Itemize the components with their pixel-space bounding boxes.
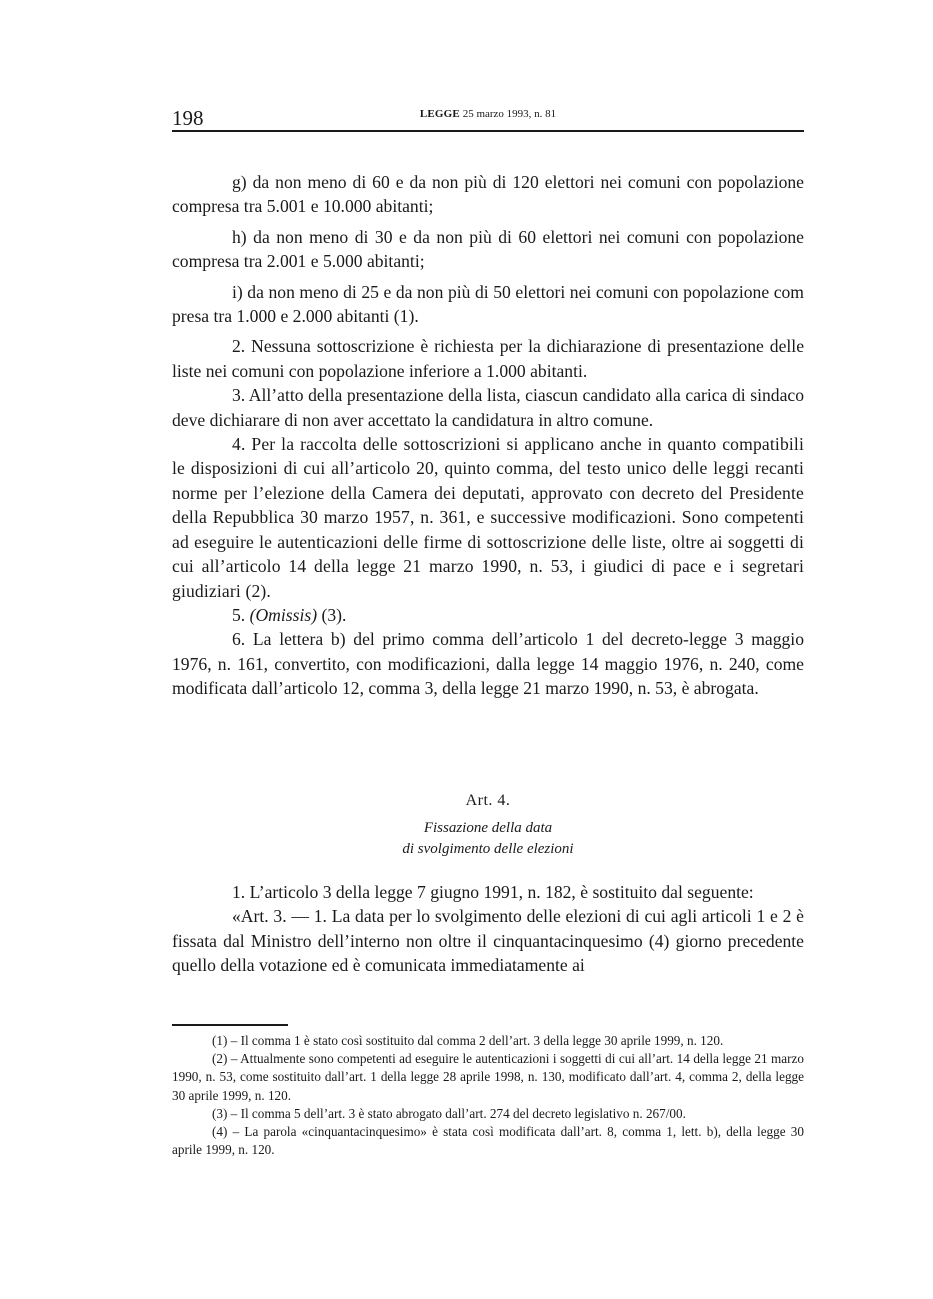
- law-label: LEGGE: [419, 108, 460, 120]
- omissis-text: (Omissis): [249, 604, 318, 625]
- body-text: [172, 170, 804, 701]
- paragraph-4: 4. Per la raccolta delle sottoscrizioni si applicano anche in quanto compatibili le disposizioni di cui all’articolo 20, quinto comma, del testo unico delle leggi recanti norme per l’elezione della Camera dei deputati, approvato con decreto del Presidente della Repubblica 30 marzo 1957, n. 361, e successive modificazioni. Sono competenti ad eseguire le autenticazioni delle firme di sottoscrizione delle liste, oltre ai soggetti di cui all’articolo 14 della legge 21 marzo 1990, n. 53, i giudici di pace e i segretari giudiziari (2).: [172, 434, 804, 601]
- paragraph-i: i) da non meno di 25 e da non più di 50 elettori nei comuni con popolazione com presa tra 1.000 e 2.000 abitanti (1).: [172, 281, 804, 327]
- footnote-separator: [172, 1024, 288, 1026]
- paragraph-5: [172, 603, 804, 627]
- article-title-line-1: Fissazione della data: [423, 820, 553, 836]
- article-heading: [172, 790, 804, 860]
- paragraph-h: h) da non meno di 30 e da non più di 60 elettori nei comuni con popolazione compresa tra 2.001 e 5.000 abitanti;: [172, 226, 804, 272]
- omissis-number: 5.: [232, 604, 246, 625]
- running-header: [172, 104, 804, 132]
- paragraph-6: 6. La lettera b) del primo comma dell’articolo 1 del decreto-legge 3 maggio 1976, n. 161, convertito, con modificazioni, dalla legge 14 maggio 1976, n. 240, come modificata dall’articolo 12, comma 3, della legge 21 marzo 1990, n. 53, è abrogata.: [172, 629, 804, 699]
- article-body: [172, 880, 804, 978]
- paragraph-3: 3. All’atto della presentazione della lista, ciascun candidato alla carica di sindaco deve dichiarare di non aver accettato la candidatura in altro comune.: [172, 385, 804, 430]
- footnotes: [172, 1032, 804, 1159]
- footnote-4: (4) – La parola «cinquantacinquesimo» è stata così modificata dall’art. 8, comma 1, lett. b), della legge 30 aprile 1999, n. 120.: [172, 1124, 804, 1158]
- omissis-footnote-ref: (3).: [321, 604, 347, 625]
- article-paragraph-1: 1. L’articolo 3 della legge 7 giugno 1991, n. 182, è sostituito dal seguente:: [232, 882, 754, 902]
- footnote-1: (1) – Il comma 1 è stato così sostituito dal comma 2 dell’art. 3 della legge 30 aprile 1999, n. 120.: [212, 1033, 724, 1048]
- law-date: 25 marzo 1993, n. 81: [462, 108, 557, 120]
- paragraph-g: g) da non meno di 60 e da non più di 120 elettori nei comuni con popolazione compresa tra 5.001 e 10.000 abitanti;: [172, 172, 804, 217]
- article-title-line-2: di svolgimento delle elezioni: [402, 841, 574, 857]
- footnote-2: (2) – Attualmente sono competenti ad eseguire le autenticazioni i soggetti di cui all’art. 14 della legge 21 marzo 1990, n. 53, come sostituito dall’art. 1 della legge 28 aprile 1998, n. 130, modificato dall’art. 4, comma 2, della legge 30 aprile 1999, n. 120.: [172, 1051, 804, 1103]
- footnote-3: (3) – Il comma 5 dell’art. 3 è stato abrogato dall’art. 274 del decreto legislativo n. 267/00.: [212, 1105, 686, 1121]
- page-number: 198: [172, 106, 204, 130]
- article-title: [172, 818, 804, 860]
- paragraph-2: 2. Nessuna sottoscrizione è richiesta per la dichiarazione di presentazione delle liste nei comuni con popolazione inferiore a 1.000 abitanti.: [172, 336, 804, 381]
- article-number: Art. 4.: [465, 792, 511, 809]
- running-title: [172, 107, 804, 121]
- article-paragraph-2: «Art. 3. — 1. La data per lo svolgimento delle elezioni di cui agli articoli 1 e 2 è fissata dal Ministro dell’interno non oltre il cinquantacinquesimo (4) giorno precedente quello della votazione ed è comunicata immediatamente ai: [172, 906, 804, 976]
